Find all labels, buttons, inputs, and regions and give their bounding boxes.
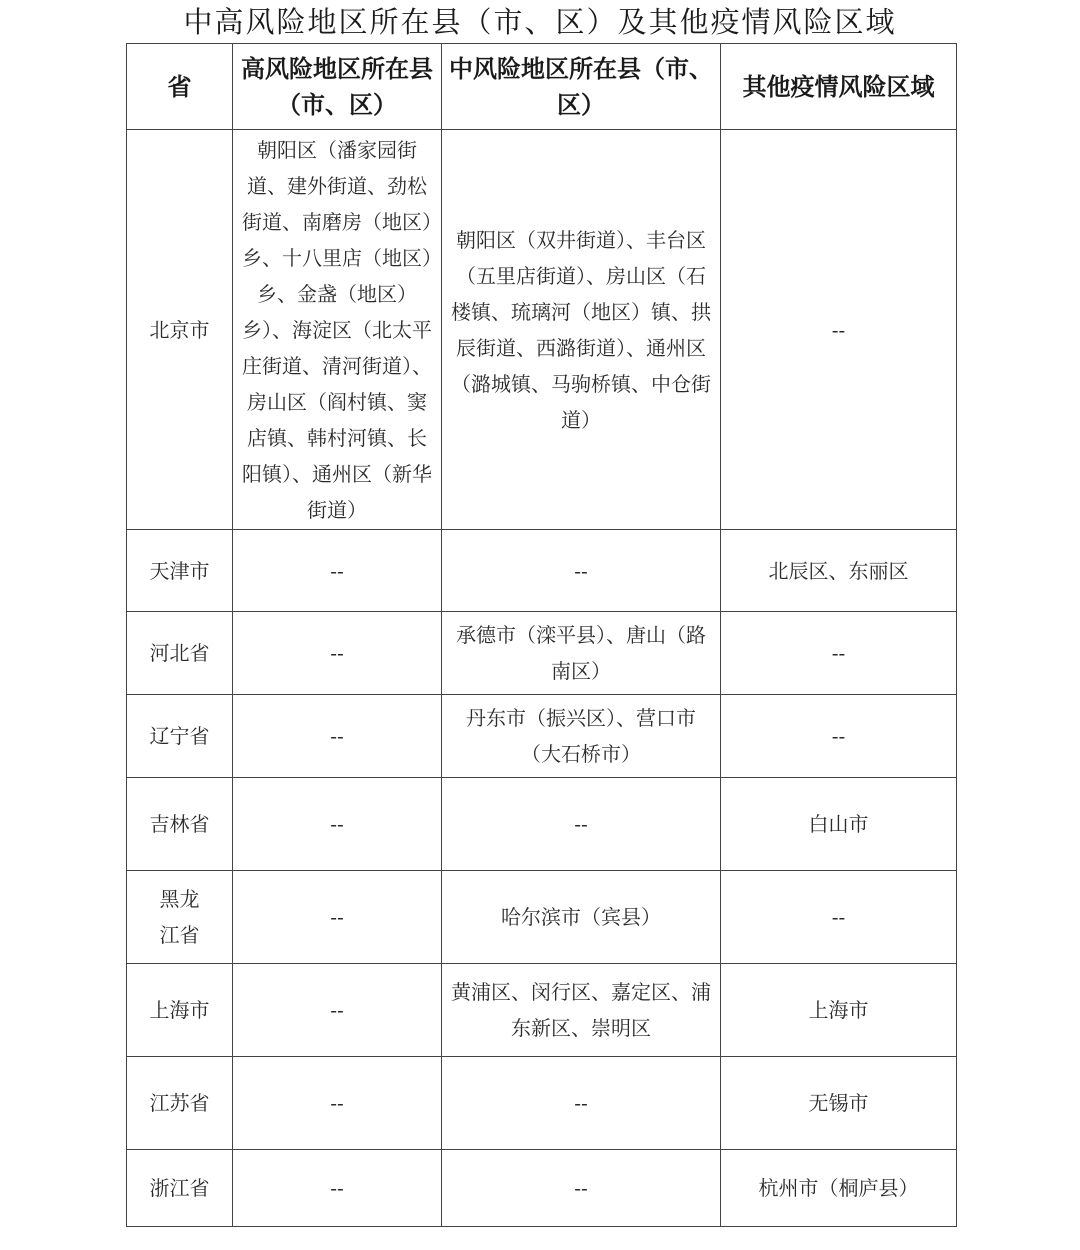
mid-risk-cell: -- bbox=[442, 1057, 721, 1150]
other-risk-cell: 无锡市 bbox=[721, 1057, 957, 1150]
high-risk-cell: -- bbox=[233, 530, 442, 612]
mid-risk-cell: 承德市（滦平县）、唐山（路南区） bbox=[442, 612, 721, 695]
table-header-row bbox=[127, 44, 957, 130]
other-risk-cell: 杭州市（桐庐县） bbox=[721, 1150, 957, 1227]
table-row bbox=[127, 612, 957, 695]
province-cell: 浙江省 bbox=[127, 1150, 233, 1227]
table-row bbox=[127, 1150, 957, 1227]
province-cell: 黑龙江省 bbox=[127, 871, 233, 964]
high-risk-cell: -- bbox=[233, 778, 442, 871]
other-risk-cell: -- bbox=[721, 871, 957, 964]
table-row bbox=[127, 130, 957, 530]
other-risk-cell: 北辰区、东丽区 bbox=[721, 530, 957, 612]
high-risk-cell: 朝阳区（潘家园街道、建外街道、劲松街道、南磨房（地区）乡、十八里店（地区）乡、金盏（地区）乡）、海淀区（北太平庄街道、清河街道）、房山区（阎村镇、窦店镇、韩村河镇、长阳镇）、通州区（新华街道） bbox=[233, 130, 442, 530]
high-risk-cell: -- bbox=[233, 612, 442, 695]
risk-area-table bbox=[126, 43, 957, 1227]
province-cell: 辽宁省 bbox=[127, 695, 233, 778]
table-row bbox=[127, 778, 957, 871]
province-cell: 江苏省 bbox=[127, 1057, 233, 1150]
mid-risk-cell: 丹东市（振兴区）、营口市（大石桥市） bbox=[442, 695, 721, 778]
mid-risk-cell: -- bbox=[442, 778, 721, 871]
province-cell: 河北省 bbox=[127, 612, 233, 695]
high-risk-cell: -- bbox=[233, 1150, 442, 1227]
mid-risk-cell: -- bbox=[442, 1150, 721, 1227]
other-risk-cell: -- bbox=[721, 695, 957, 778]
table-row bbox=[127, 871, 957, 964]
high-risk-cell: -- bbox=[233, 871, 442, 964]
province-cell: 上海市 bbox=[127, 964, 233, 1057]
table-row bbox=[127, 695, 957, 778]
header-mid-risk: 中风险地区所在县（市、区） bbox=[442, 44, 721, 130]
header-high-risk: 高风险地区所在县（市、区） bbox=[233, 44, 442, 130]
document-title: 中高风险地区所在县（市、区）及其他疫情风险区域 bbox=[183, 5, 897, 39]
high-risk-cell: -- bbox=[233, 1057, 442, 1150]
province-cell: 吉林省 bbox=[127, 778, 233, 871]
header-other-risk: 其他疫情风险区域 bbox=[721, 44, 957, 130]
high-risk-cell: -- bbox=[233, 695, 442, 778]
header-province: 省 bbox=[127, 44, 233, 130]
table-row bbox=[127, 1057, 957, 1150]
other-risk-cell: 白山市 bbox=[721, 778, 957, 871]
table-row bbox=[127, 964, 957, 1057]
province-cell: 北京市 bbox=[127, 130, 233, 530]
other-risk-cell: -- bbox=[721, 612, 957, 695]
province-cell: 天津市 bbox=[127, 530, 233, 612]
mid-risk-cell: 朝阳区（双井街道）、丰台区（五里店街道）、房山区（石楼镇、琉璃河（地区）镇、拱辰街道、西潞街道）、通州区（潞城镇、马驹桥镇、中仓街道） bbox=[442, 130, 721, 530]
mid-risk-cell: 哈尔滨市（宾县） bbox=[442, 871, 721, 964]
other-risk-cell: 上海市 bbox=[721, 964, 957, 1057]
mid-risk-cell: -- bbox=[442, 530, 721, 612]
other-risk-cell: -- bbox=[721, 130, 957, 530]
mid-risk-cell: 黄浦区、闵行区、嘉定区、浦东新区、崇明区 bbox=[442, 964, 721, 1057]
table-row bbox=[127, 530, 957, 612]
high-risk-cell: -- bbox=[233, 964, 442, 1057]
